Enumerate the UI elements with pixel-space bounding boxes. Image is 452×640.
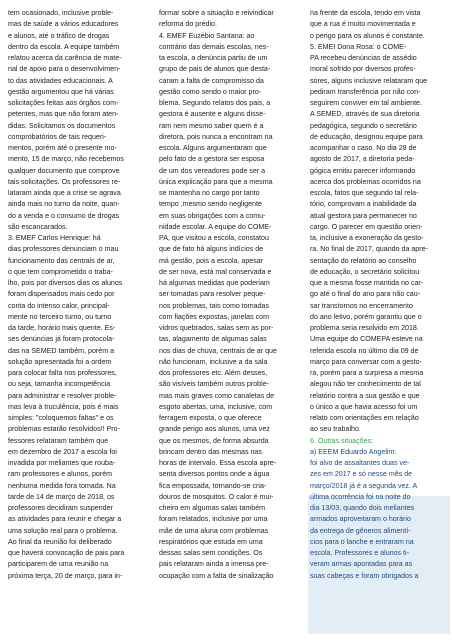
- text-line: horas de intervalo. Essa escola apre-: [159, 459, 277, 467]
- text-line: douros de mosquitos. O calor é mui-: [159, 492, 274, 501]
- text-line: da entrega de gêneros alimentí-: [310, 526, 411, 535]
- text-line: mento, 15 de março, não recebemos: [8, 155, 124, 164]
- text-line: A SEMED, através de sua diretoria: [310, 110, 420, 119]
- text-line: que os mesmos, de forma absurda: [159, 436, 269, 445]
- text-line: tais solicitações. Os professores re-: [8, 177, 121, 186]
- text-line: de educação, o secretário solicitou: [310, 267, 420, 276]
- text-line: formar sobre a situação e reivindicar: [159, 9, 274, 17]
- text-line: e alunos, até o tráfico de drogas: [8, 31, 110, 40]
- text-line: grande perigo aos alunos, uma vez: [159, 425, 270, 434]
- text-line: nenhuma medida fora tomada. Na: [8, 481, 116, 490]
- text-line: reforma do prédio.: [159, 20, 217, 29]
- text-line: dessas salas sem condições. Os: [159, 549, 263, 557]
- text-line: problemas estarão resolvidos!! Pro-: [8, 425, 120, 434]
- text-line: sores, alguns inclusive relataram que: [310, 76, 428, 85]
- text-line: mãe de uma aluna com problemas: [159, 526, 269, 535]
- text-line: 6. Outras situações:: [310, 436, 374, 445]
- text-line: mente no terceiro turno, ou turno: [8, 312, 112, 321]
- text-column-3: [310, 8, 444, 582]
- text-line: pediram transferência por não con-: [310, 87, 421, 96]
- text-line: tório, comprovam a inabilidade da: [310, 200, 417, 209]
- text-line: mas de saúde a vários educadores: [8, 20, 119, 29]
- text-line: diretora, pois nunca a encontram na: [159, 132, 273, 141]
- text-column-1: [8, 8, 142, 582]
- text-line: escola. Professores e alunos ti-: [310, 549, 409, 557]
- text-line: esgoto abertas, uma, inclusive, com: [159, 402, 273, 411]
- text-line: PA recebeu denúncias de assédio: [310, 54, 417, 62]
- text-line: tarde de 14 de março de 2018, os: [8, 492, 115, 501]
- text-line: pais relataram ainda a imensa pre-: [159, 560, 269, 569]
- text-line: professores decidiram suspender: [8, 504, 113, 512]
- text-line: o perigo para os alunos é constante.: [310, 31, 425, 40]
- text-line: ser tomadas para resolver peque-: [159, 290, 266, 299]
- text-line: são escancarados.: [8, 222, 68, 231]
- text-line: ao seu trabalho.: [310, 425, 361, 434]
- text-line: lho, pois por diversos dias os alunos: [8, 279, 123, 287]
- text-line: nidade escolar. A equipe do COME-: [159, 222, 272, 231]
- text-line: ra, porém para a surpresa a mesma: [310, 369, 424, 377]
- text-line: to das atividades educacionais. A: [8, 76, 113, 85]
- text-line: do ano letivo, porém garantiu que o: [310, 312, 422, 321]
- text-line: com fiações expostas, janelas com: [159, 312, 270, 321]
- text-line: invadida por meliantes que rouba-: [8, 459, 116, 467]
- text-line: caram a falta de compromisso da: [159, 76, 264, 85]
- text-line: ta escola, a denúncia partiu de um: [159, 54, 268, 62]
- text-line: dia 13/03, quando dois meliantes: [310, 504, 415, 512]
- text-line: 4. EMEF Euzébio Santana: ao: [159, 31, 255, 40]
- text-line: ocupação com a falta de sinalização: [159, 571, 274, 580]
- text-line: 3. EMEF Carlos Henrique: há: [8, 234, 101, 242]
- text-line: ta, inclusive a exoneração da gesto-: [310, 234, 424, 242]
- text-line: senta diversos pontos onde a água: [159, 470, 270, 479]
- text-line: de ser nova, está mal conservada e: [159, 267, 272, 276]
- text-line: de educação, designou equipe para: [310, 132, 423, 141]
- text-line: dias professores denunciam o mau: [8, 245, 119, 254]
- text-line: Ao final da reunião foi deliberado: [8, 537, 112, 546]
- text-line: ou seja, tamanha incompetência: [8, 380, 111, 389]
- text-line: problema seria resolvido em 2018.: [310, 324, 419, 332]
- text-line: ram nem mesmo saber quem é a: [159, 121, 264, 130]
- text-line: comprobatórios de tais requeri-: [8, 132, 107, 141]
- text-line: moral sofrido por diversos profes-: [310, 65, 416, 74]
- text-line: conta do intenso calor, principal-: [8, 301, 110, 310]
- text-line: foram dispensados mais cedo por: [8, 290, 115, 299]
- text-line: há algumas medidas que poderiam: [159, 279, 270, 287]
- text-line: grupo de pais de alunos que desta-: [159, 65, 271, 74]
- text-line: foi alvo de assaltantes duas ve-: [310, 459, 410, 467]
- text-line: veram armas apontadas para as: [310, 560, 413, 569]
- text-line: simples: "coloquemos faltas" e os: [8, 414, 114, 422]
- text-line: que a rua é muito movimentada e: [310, 20, 416, 29]
- text-line: março para conversar com a gesto-: [310, 357, 422, 366]
- text-line: contrário das demais escolas, nes-: [159, 42, 269, 51]
- text-line: lataram ainda que a crise se agrava: [8, 189, 121, 197]
- text-line: blema. Segundo relatos dos pais, a: [159, 99, 271, 107]
- text-line: cios para o lanche e entraram na: [310, 537, 414, 546]
- text-line: o que tem comprometido o traba-: [8, 267, 113, 276]
- text-line: sentação do relatório ao conselho: [310, 256, 417, 265]
- text-line: do a venda e o consumo de drogas: [8, 211, 120, 220]
- text-line: a) EEEM Eduardo Angelim:: [310, 447, 397, 456]
- text-line: vidros quebrados, salas sem as por-: [159, 324, 274, 332]
- text-line: próxima terça, 20 de março, para in-: [8, 571, 123, 580]
- text-line: qualquer documento que comprove: [8, 166, 120, 175]
- text-line: atual gestora para permanecer no: [310, 211, 417, 220]
- text-line: go até o final do ano para não cau-: [310, 290, 421, 299]
- text-line: funcionamento das centrais de ar,: [8, 256, 115, 265]
- text-line: que haverá convocação de pais para: [8, 549, 125, 557]
- text-line: rial de apoio para o desenvolvimen-: [8, 65, 121, 74]
- text-line: acompanhar o caso. No dia 28 de: [310, 144, 417, 152]
- text-line: gestora é ausente e alguns disse-: [159, 110, 266, 119]
- text-line: gógica emitiu parecer informando: [310, 166, 416, 175]
- text-line: mentos, porém até o presente mo-: [8, 144, 117, 152]
- text-line: pedagógica, segundo o secretário: [310, 121, 417, 130]
- text-line: não funcionam, inclusive a da sala: [159, 357, 268, 366]
- text-column-2: [159, 8, 293, 582]
- text-line: escola. Alguns argumentaram que: [159, 144, 267, 152]
- text-line: em suas obrigações com a comu-: [159, 211, 266, 220]
- text-line: Uma equipe do COMEPA esteve na: [310, 335, 423, 344]
- text-line: uma solução real para o problema.: [8, 526, 118, 535]
- text-line: petentes, mas que não foram aten-: [8, 110, 119, 119]
- text-line: cargo. O parecer em questão orien-: [310, 222, 423, 231]
- text-line: se mantenha no cargo por tanto: [159, 189, 260, 197]
- text-line: relatório contra a sua gestão e que: [310, 391, 420, 400]
- text-line: referida escola no último dia 09 de: [310, 346, 419, 355]
- text-line: dentro da escola. A equipe também: [8, 42, 120, 51]
- text-line: são visíveis também outros proble-: [159, 380, 269, 389]
- text-line: má gestão, pois a escola, apesar: [159, 256, 264, 265]
- text-line: pelo fato de a gestora ser esposa: [159, 155, 265, 164]
- text-line: que a mesma fosse mantida no car-: [310, 279, 424, 287]
- text-line: relato com orientações em relação: [310, 414, 419, 422]
- text-line: alegou não ter conhecimento de tal: [310, 380, 421, 389]
- text-line: tem ocasionado, inclusive proble-: [8, 9, 114, 17]
- text-line: ra. No final de 2017, quando da apre-: [310, 245, 428, 254]
- text-line: ses denúncias já foram protocola-: [8, 335, 115, 344]
- text-line: 5. EMEI Dona Rosa: o COME-: [310, 42, 407, 51]
- text-line: participarem de uma reunião na: [8, 560, 109, 569]
- text-line: única explicação para que a mesma: [159, 177, 273, 186]
- text-line: mas mais graves como canaletas de: [159, 391, 275, 400]
- text-line: ram professores e alunos, porém: [8, 470, 113, 479]
- text-line: foram relatados, inclusive por uma: [159, 515, 268, 524]
- text-line: para colocar falta nos professores,: [8, 369, 117, 377]
- text-line: gestão argumentou que há várias: [8, 87, 114, 96]
- text-line: respiratórios que estuda em uma: [159, 537, 263, 546]
- text-line: em dezembro de 2017 a escola foi: [8, 447, 117, 456]
- text-line: que de fato há alguns indícios de: [159, 245, 264, 254]
- text-line: nos problemas, tais como tomadas: [159, 301, 270, 310]
- text-line: fica empossada, tornando-se cria-: [159, 481, 267, 490]
- text-line: agosto de 2017, a diretoria peda-: [310, 155, 415, 164]
- text-line: ainda mais no turno da noite, quan-: [8, 200, 120, 209]
- text-line: suas cabeças e foram obrigados a: [310, 571, 419, 580]
- text-line: didas. Solicitamos os documentos: [8, 121, 116, 130]
- text-line: PA, que visitou a escola, constatou: [159, 234, 269, 242]
- text-line: para administrar e resolver proble-: [8, 391, 117, 400]
- text-line: fessores relataram também que: [8, 436, 109, 445]
- text-line: armados aproveitaram o horário: [310, 515, 411, 524]
- text-line: na frente da escola, tendo em vista: [310, 9, 421, 17]
- text-line: março/2018 já é a segunda vez. A: [310, 481, 418, 490]
- text-line: nos dias de chuva, centrais de ar que: [159, 346, 277, 355]
- text-line: de um dos vereadores pode ser a: [159, 166, 266, 175]
- text-line: as atividades para reunir e chegar a: [8, 515, 122, 524]
- text-line: brincam dentro das mesmas nas: [159, 447, 262, 456]
- text-line: sar transtornos no encerramento: [310, 301, 413, 310]
- text-line: tempo ,mesmo sendo negligente: [159, 200, 262, 209]
- text-line: solução apresentada foi a ordem: [8, 357, 112, 366]
- text-line: cheiro em algumas salas também: [159, 504, 266, 512]
- text-line: gestão como sendo o maior pro-: [159, 87, 262, 96]
- text-line: acerca dos problemas ocorridos na: [310, 177, 421, 186]
- text-line: tas, alagamento de algumas salas: [159, 335, 267, 344]
- text-line: da tarde, horário mais quente. Es-: [8, 324, 116, 332]
- text-line: zes em 2017 e só nesse mês de: [310, 470, 413, 479]
- text-line: ferragem exposta, o que oferece: [159, 414, 262, 422]
- text-line: seguirem conviver em tal ambiente.: [310, 99, 422, 107]
- text-line: escola, fatos que segundo tal rela-: [310, 189, 419, 197]
- text-line: dos professores etc. Além desses,: [159, 369, 268, 377]
- text-line: relatou acerca da carência de mate-: [8, 54, 122, 62]
- text-line: solicitações feitas aos órgãos com-: [8, 99, 119, 107]
- text-line: das na SEMED também, porém a: [8, 346, 115, 355]
- text-line: última ocorrência foi na noite do: [310, 492, 411, 501]
- text-line: o único a que havia acesso foi um: [310, 402, 418, 411]
- text-line: mas leva à truculência, pois é mais: [8, 402, 119, 411]
